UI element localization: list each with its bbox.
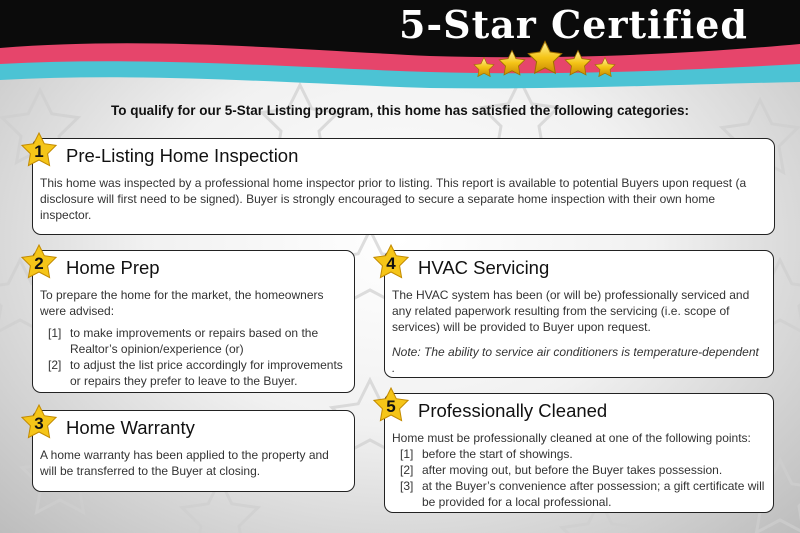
- card-note: Note: The ability to service air conditioners is temperature-dependent .: [392, 345, 759, 375]
- card-text: To prepare the home for the market, the homeowners were advised:: [40, 288, 324, 318]
- card-title: Professionally Cleaned: [418, 400, 608, 421]
- card-text: Home must be professionally cleaned at one of the following points:: [392, 431, 751, 445]
- card-home-warranty: [32, 410, 355, 492]
- list-item: [2] after moving out, but before the Buyer takes possession.: [400, 463, 723, 477]
- star-number-badge: [371, 386, 411, 426]
- list-item: [1] to make improvements or repairs based on the Realtor’s opinion/experience (or): [48, 326, 319, 356]
- star-number-badge: [19, 243, 59, 283]
- card-number: 3: [34, 414, 44, 433]
- card-number: 1: [34, 142, 44, 161]
- intro-text: To qualify for our 5-Star Listing program, this home has satisfied the following categories:: [110, 103, 690, 118]
- card-text: The HVAC system has been (or will be) professionally serviced and any related paperwork resulting from the servicing (i.e. scope of services) will be provided to Buyer upon request.: [392, 288, 750, 334]
- card-text: A home warranty has been applied to the property and will be transferred to the Buyer at closing.: [40, 448, 329, 478]
- card-number: 5: [386, 397, 396, 416]
- card-text: This home was inspected by a professional home inspector prior to listing. This report is available to potential Buyers upon request (a disclosure will first need to be signed). Buyer is strongly encouraged to secure a separate home inspection with their own home inspector.: [40, 176, 747, 222]
- card-title: HVAC Servicing: [418, 257, 550, 278]
- card-title: Home Prep: [66, 257, 160, 278]
- list-item: [3] at the Buyer’s convenience after possession; a gift certificate will be provided for a local professional.: [400, 479, 765, 509]
- card-hvac-servicing: [384, 250, 774, 378]
- cleaning-points-list: [392, 446, 765, 510]
- card-number: 4: [386, 254, 396, 273]
- card-professionally-cleaned: [384, 393, 774, 513]
- card-title: Home Warranty: [66, 417, 195, 438]
- star-number-badge: [371, 243, 411, 283]
- advice-list: [40, 325, 346, 389]
- card-number: 2: [34, 254, 44, 273]
- card-title: Pre-Listing Home Inspection: [66, 145, 299, 166]
- list-item: [1] before the start of showings.: [400, 447, 573, 461]
- star-number-badge: [19, 131, 59, 171]
- card-pre-listing-inspection: [32, 138, 775, 235]
- star-number-badge: [19, 403, 59, 443]
- list-item: [2] to adjust the list price accordingly for improvements or repairs they prefer to leave to the Buyer.: [48, 358, 343, 388]
- card-home-prep: [32, 250, 355, 393]
- page-title: 5-Star Certified: [398, 2, 748, 47]
